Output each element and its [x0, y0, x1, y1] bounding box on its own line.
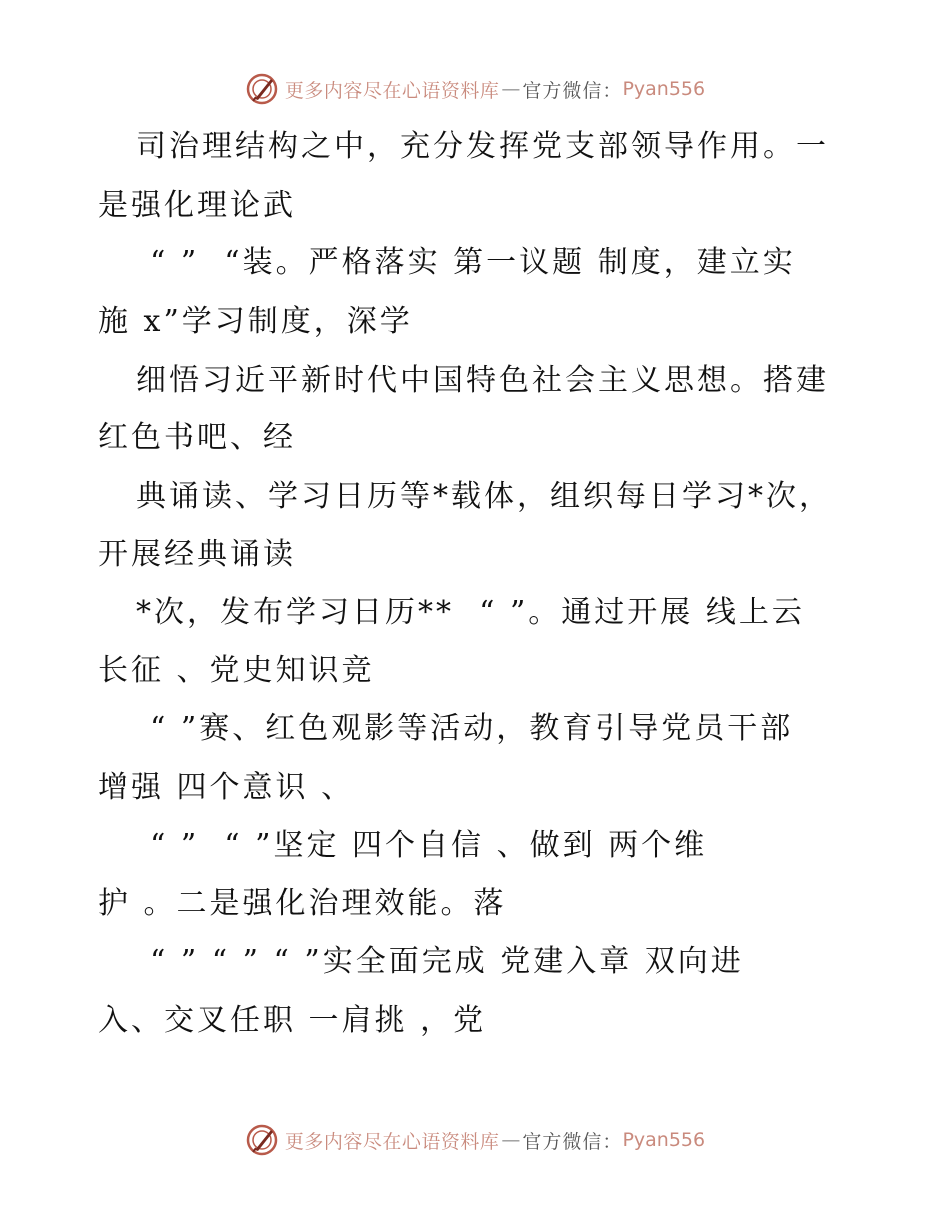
body-line: 入、交叉任职 一肩挑 ，党	[98, 1003, 487, 1038]
banner-dash: —	[501, 78, 521, 100]
banner-official-label: 官方微信：	[522, 1130, 623, 1153]
body-line: 典诵读、学习日历等*载体，组织每日学习*次，	[136, 479, 832, 514]
body-line: “ ” “ ” “ ”实全面完成 党建入章 双向进	[150, 944, 744, 979]
banner-wechat-id: Pyan556	[622, 78, 706, 100]
body-line: 护 。二是强化治理效能。落	[98, 886, 507, 921]
body-line: 开展经典诵读	[98, 537, 296, 572]
banner-dash: —	[501, 1129, 521, 1151]
banner-official-label: 官方微信：	[522, 79, 623, 102]
body-line: *次，发布学习日历** “ ”。通过开展 线上云	[136, 595, 805, 630]
body-line: “ ” “ ”坚定 四个自信 、做到 两个维	[150, 828, 708, 863]
banner-text: 更多内容尽在心语资料库	[284, 1130, 500, 1153]
body-line: 增强 四个意识 、	[98, 770, 355, 805]
banner-text: 更多内容尽在心语资料库	[284, 79, 500, 102]
body-line: “ ” “装。严格落实 第一议题 制度，建立实	[150, 245, 796, 280]
body-line: 细悟习近平新时代中国特色社会主义思想。搭建	[136, 363, 829, 398]
body-line: 施 x”学习制度，深学	[98, 304, 413, 339]
body-line: “ ”赛、红色观影等活动，教育引导党员干部	[150, 711, 794, 746]
body-line: 长征 、党史知识竞	[98, 653, 375, 688]
body-line: 司治理结构之中，充分发挥党支部领导作用。一	[136, 129, 829, 164]
body-line: 是强化理论武	[98, 188, 296, 223]
banner-wechat-id: Pyan556	[622, 1129, 706, 1151]
footer-banner	[0, 1123, 950, 1157]
body-line: 红色书吧、经	[98, 420, 296, 455]
quill-pen-circle-icon	[245, 1123, 279, 1157]
